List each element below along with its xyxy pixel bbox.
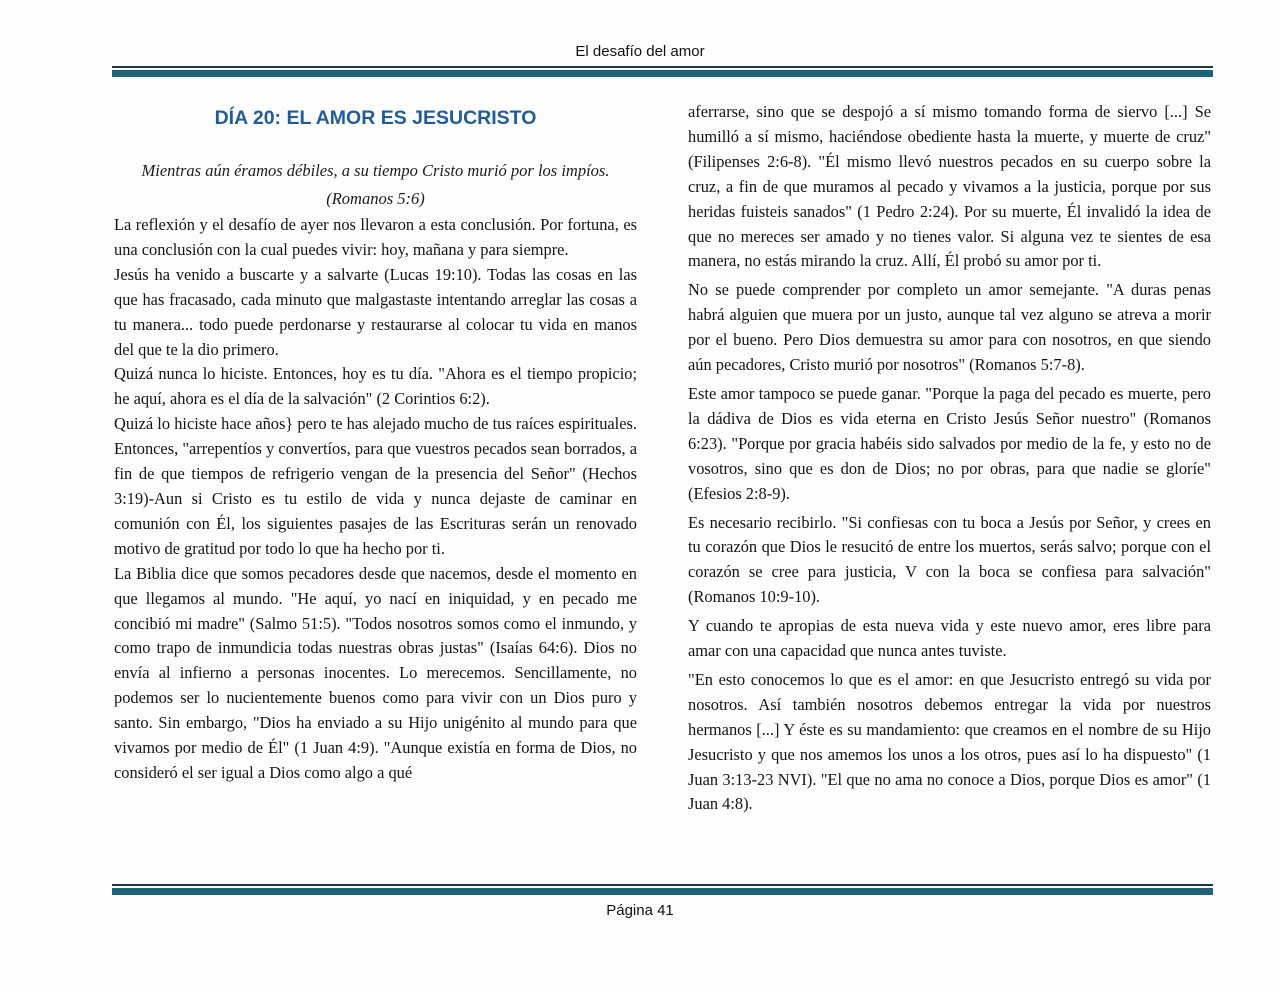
epigraph-verse: Mientras aún éramos débiles, a su tiempo Cristo murió por los impíos. (Romanos 5:6)	[141, 161, 610, 208]
body-paragraph: La Biblia dice que somos pecadores desde que nacemos, desde el momento en que llegamos al mundo. "He aquí, yo nací en iniquidad, y en pecado me concibió mi madre" (Salmo 51:5). "Todos nosotros somos como el inmundo, y como trapo de inmundicia todas nuestras obras justas" (Isaías 64:6). Dios no envía al infierno a personas inocentes. Lo merecemos. Sencillamente, no podemos ser lo nucientemente buenos como para vivir con un Dios puro y santo. Sin embargo, "Dios ha enviado a su Hijo unigénito al mundo para que vivamos por medio de Él" (1 Juan 4:9). "Aunque existía en forma de Dios, no consideró el ser igual a Dios como algo a qué	[114, 563, 637, 782]
body-paragraph: "En esto conocemos lo que es el amor: en que Jesucristo entregó su vida por nosotros. Así también nosotros debemos entregar la vida por nuestros hermanos [...] Y éste es su mandamiento: que creamos en el nombre de su Hijo Jesucristo y que nos amemos los unos a los otros, pues así lo ha dispuesto" (1 Juan 3:13-23 NVI). "El que no ama no conoce a Dios, porque Dios es amor" (1 Juan 4:8).	[688, 669, 1211, 814]
body-paragraph: Este amor tampoco se puede ganar. "Porque la paga del pecado es muerte, pero la dádiva de Dios es vida eterna en Cristo Jesús Señor nuestro" (Romanos 6:23). "Porque por gracia habéis sido salvados por medio de la fe, y esto no de vosotros, sino que es don de Dios; no por obras, para que nadie se gloríe" (Efesios 2:8-9).	[688, 383, 1211, 503]
body-paragraph: Es necesario recibirlo. "Si confiesas con tu boca a Jesús por Señor, y crees en tu corazón que Dios le resucitó de entre los muertos, serás salvo; porque con el corazón se cree para justicia, V con la boca se confiesa para salvación" (Romanos 10:9-10).	[688, 512, 1211, 607]
running-header-title: El desafío del amor	[575, 43, 705, 60]
footer-rule-thin-line	[112, 884, 1213, 886]
body-paragraph: No se puede comprender por completo un amor semejante. "A duras penas habrá alguien que muera por un justo, aunque tal vez alguno se atreva a morir por el bueno. Pero Dios demuestra su amor para con nosotros, en que siendo aún pecadores, Cristo murió por nosotros" (Romanos 5:7-8).	[688, 280, 1211, 375]
body-paragraph: Jesús ha venido a buscarte y a salvarte (Lucas 19:10). Todas las cosas en las que has fracasado, cada minuto que malgastaste intentando arreglar las cosas a tu manera... todo puede perdonarse y restaurarse al colocar tu vida en manos del que te la dio primero.	[114, 264, 637, 359]
header-rule-thin-line	[112, 66, 1213, 68]
body-paragraph: La reflexión y el desafío de ayer nos llevaron a esta conclusión. Por fortuna, es una conclusión con la cual puedes vivir: hoy, mañana y para siempre.	[114, 215, 637, 259]
right-column	[688, 100, 1211, 821]
header-rule-thick-line	[112, 70, 1213, 77]
footer-rule	[112, 884, 1213, 895]
page-number: Página 41	[606, 902, 674, 919]
body-paragraph: Quizá nunca lo hiciste. Entonces, hoy es tu día. "Ahora es el tiempo propicio; he aquí, ahora es el día de la salvación" (2 Corintios 6:2).	[114, 364, 637, 409]
body-paragraph: Quizá lo hiciste hace años} pero te has alejado mucho de tus raíces espirituales. Entonces, "arrepentíos y convertíos, para que vuestros pecados sean borrados, a fin de que tiempos de refrigerio vengan de la presencia del Señor" (Hechos 3:19)-Aun si Cristo es tu estilo de vida y nunca dejaste de caminar en comunión con Él, los siguientes pasajes de las Escrituras serán un renovado motivo de gratitud por todo lo que ha hecho por ti.	[114, 414, 637, 558]
header-rule	[112, 66, 1213, 77]
left-column	[114, 100, 637, 786]
body-paragraph: Y cuando te apropias de esta nueva vida y este nuevo amor, eres libre para amar con una capacidad que nunca antes tuviste.	[688, 616, 1211, 661]
body-paragraph: aferrarse, sino que se despojó a sí mismo tomando forma de siervo [...] Se humilló a sí mismo, haciéndose obediente hasta la muerte, y muerte de cruz" (Filipenses 2:6-8). "Él mismo llevó nuestros pecados en su cuerpo sobre la cruz, a fin de que muramos al pecado y vivamos a la justicia, porque por sus heridas fuisteis sanados" (1 Pedro 2:24). Por su muerte, Él invalidó la idea de que no mereces ser amado y no tienes valor. Si alguna vez te sientes de esa manera, no estás mirando la cruz. Allí, Él probó su amor por ti.	[688, 102, 1211, 271]
footer-rule-thick-line	[112, 888, 1213, 895]
chapter-title: DÍA 20: EL AMOR ES JESUCRISTO	[214, 107, 537, 129]
